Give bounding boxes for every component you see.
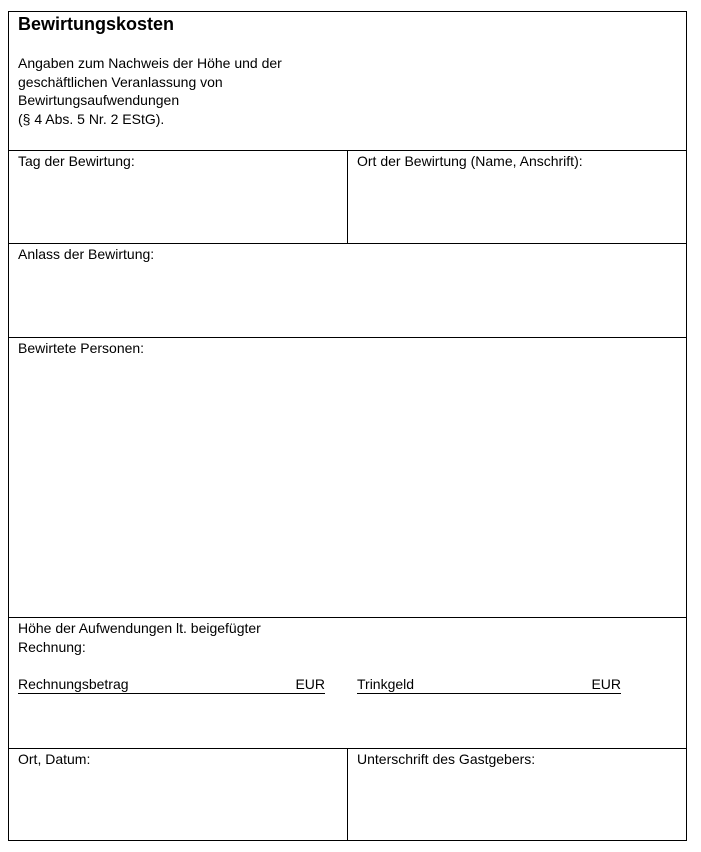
unterschrift-label: Unterschrift des Gastgebers: — [357, 751, 536, 767]
anlass-label: Anlass der Bewirtung: — [18, 246, 155, 262]
hoehe-section — [9, 617, 686, 748]
ort-label: Ort der Bewirtung (Name, Anschrift): — [357, 153, 583, 169]
bewirtungskosten-form — [8, 11, 687, 841]
tag-label: Tag der Bewirtung: — [18, 153, 135, 169]
hoehe-line: Rechnung: — [18, 638, 86, 655]
hoehe-label — [18, 619, 261, 656]
personen-label: Bewirtete Personen: — [18, 340, 145, 356]
ort-datum-label: Ort, Datum: — [18, 751, 91, 767]
intro-line: Bewirtungsaufwendungen — [18, 92, 180, 108]
header-section — [9, 12, 686, 150]
intro-text — [18, 54, 282, 128]
unterschrift-field[interactable] — [348, 749, 687, 840]
trinkgeld-currency: EUR — [591, 676, 621, 692]
tag-ort-section — [9, 150, 686, 243]
tag-field[interactable] — [9, 151, 348, 243]
signature-section — [9, 748, 686, 840]
personen-section[interactable] — [9, 337, 686, 617]
intro-line: geschäftlichen Veranlassung von — [18, 73, 223, 90]
intro-line: (§ 4 Abs. 5 Nr. 2 EStG). — [18, 110, 165, 127]
intro-line: Angaben zum Nachweis der Höhe und der — [18, 55, 282, 71]
ort-datum-field[interactable] — [9, 749, 348, 840]
hoehe-line: Höhe der Aufwendungen lt. beigefügter — [18, 620, 261, 636]
ort-field[interactable] — [348, 151, 687, 243]
anlass-section[interactable] — [9, 243, 686, 337]
trinkgeld-label: Trinkgeld — [357, 676, 415, 692]
trinkgeld-field[interactable] — [357, 675, 621, 694]
rechnungsbetrag-label: Rechnungsbetrag — [18, 676, 129, 692]
rechnungsbetrag-currency: EUR — [295, 676, 325, 692]
rechnungsbetrag-field[interactable] — [18, 675, 325, 694]
form-title: Bewirtungskosten — [18, 14, 175, 34]
